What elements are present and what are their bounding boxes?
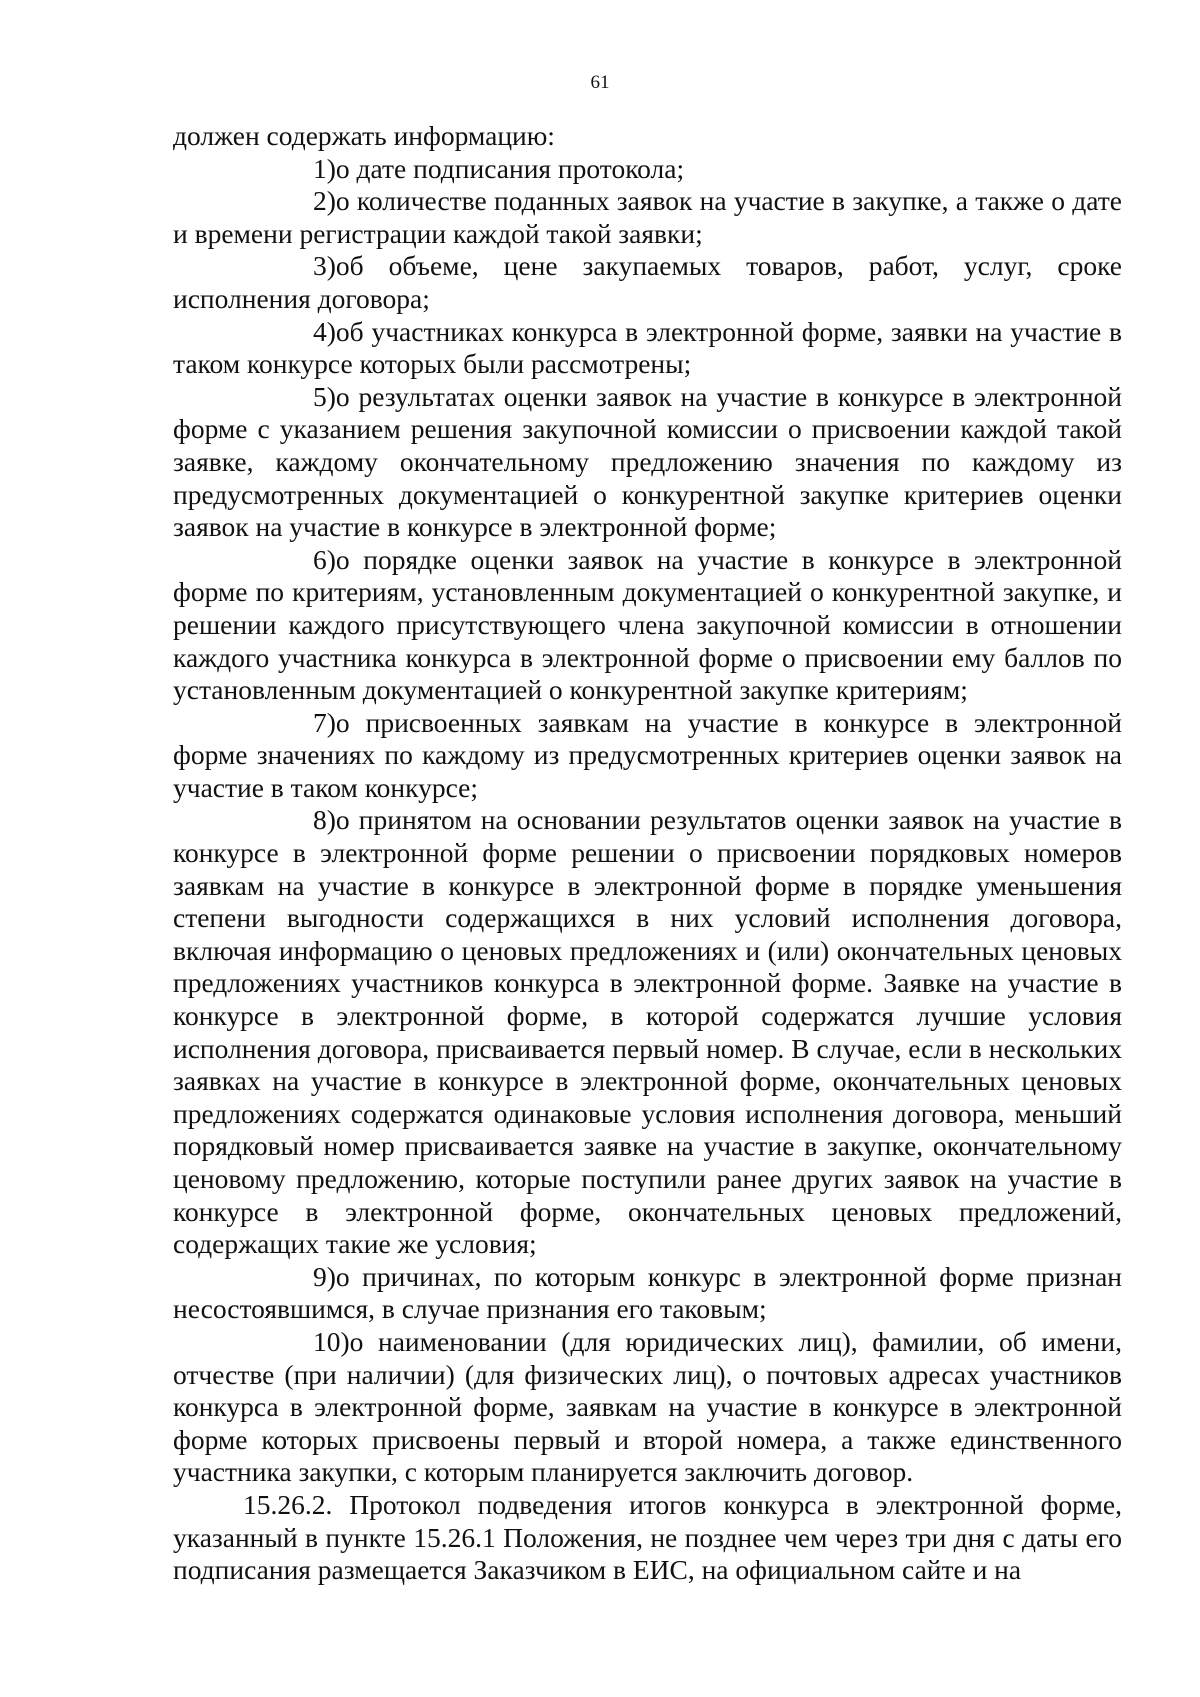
page-number: 61 bbox=[590, 72, 610, 93]
item-number: 7) bbox=[313, 706, 336, 738]
list-item-2 bbox=[173, 185, 1122, 250]
item-number: 1) bbox=[313, 152, 336, 184]
list-item-4 bbox=[173, 316, 1122, 381]
item-number: 3) bbox=[313, 250, 336, 282]
list-item-6 bbox=[173, 544, 1122, 707]
item-text: о дате подписания протокола; bbox=[335, 152, 685, 184]
item-text: об объеме, цене закупаемых товаров, работ, услуг, сроке исполнения договора; bbox=[173, 250, 1122, 314]
item-number: 5) bbox=[313, 380, 336, 412]
item-number: 8) bbox=[313, 804, 336, 836]
item-text: о наименовании (для юридических лиц), фамилии, об имени, отчестве (при наличии) (для физических лиц), о почтовых адресах участников конкурса в электронной форме, заявкам на участие в конкурсе в электронной форме которых присвоены первый и второй номера, а также единственного участника закупки, с которым планируется заключить договор. bbox=[173, 1325, 1122, 1488]
item-number: 9) bbox=[313, 1260, 336, 1292]
item-text: о количестве поданных заявок на участие в закупке, а также о дате и времени регистрации каждой такой заявки; bbox=[173, 185, 1122, 249]
item-text: о результатах оценки заявок на участие в конкурсе в электронной форме с указанием решения закупочной комиссии о присвоении каждой такой заявке, каждому окончательному предложению значения по каждому из предусмотренных документацией о конкурентной закупке критериев оценки заявок на участие в конкурсе в электронной форме; bbox=[173, 380, 1122, 543]
item-text: об участниках конкурса в электронной форме, заявки на участие в таком конкурсе которых были рассмотрены; bbox=[173, 315, 1122, 380]
list-item-1 bbox=[173, 153, 1122, 186]
item-number: 6) bbox=[313, 543, 336, 575]
item-number: 4) bbox=[313, 315, 336, 347]
item-text: о причинах, по которым конкурс в электронной форме признан несостоявшимся, в случае признания его таковым; bbox=[173, 1260, 1122, 1325]
document-body bbox=[173, 120, 1122, 1587]
item-number: 10) bbox=[313, 1325, 350, 1357]
list-item-9 bbox=[173, 1261, 1122, 1326]
list-item-8 bbox=[173, 804, 1122, 1260]
list-item-3 bbox=[173, 250, 1122, 315]
item-text: о присвоенных заявкам на участие в конкурсе в электронной форме значениях по каждому из предусмотренных критериев оценки заявок на участие в таком конкурсе; bbox=[173, 706, 1122, 803]
item-text: о принятом на основании результатов оценки заявок на участие в конкурсе в электронной форме решении о присвоении порядковых номеров заявкам на участие в конкурсе в электронной форме в порядке уменьшения степени выгодности содержащихся в них условий исполнения договора, включая информацию о ценовых предложениях и (или) окончательных ценовых предложениях участников конкурса в электронной форме. Заявке на участие в конкурсе в электронной форме, в которой содержатся лучшие условия исполнения договора, присваивается первый номер. В случае, если в нескольких заявках на участие в конкурсе в электронной форме, окончательных ценовых предложениях содержатся одинаковые условия исполнения договора, меньший порядковый номер присваивается заявке на участие в закупке, окончательному ценовому предложению, которые поступили ранее других заявок на участие в конкурсе в электронной форме, окончательных ценовых предложений, содержащих такие же условия; bbox=[173, 804, 1122, 1260]
closing-paragraph: 15.26.2. Протокол подведения итогов конкурса в электронной форме, указанный в пункте 15.26.1 Положения, не позднее чем через три дня с даты его подписания размещается Заказчиком в ЕИС, на официальном сайте и на bbox=[173, 1488, 1122, 1586]
list-item-10 bbox=[173, 1326, 1122, 1489]
item-number: 2) bbox=[313, 185, 336, 217]
list-item-7 bbox=[173, 707, 1122, 805]
list-item-5 bbox=[173, 381, 1122, 544]
item-text: о порядке оценки заявок на участие в конкурсе в электронной форме по критериям, установленным документацией о конкурентной закупке, и решении каждого присутствующего члена закупочной комиссии в отношении каждого участника конкурса в электронной форме о присвоении ему баллов по установленным документацией о конкурентной закупке критериям; bbox=[173, 543, 1122, 706]
lead-paragraph: должен содержать информацию: bbox=[173, 120, 555, 151]
